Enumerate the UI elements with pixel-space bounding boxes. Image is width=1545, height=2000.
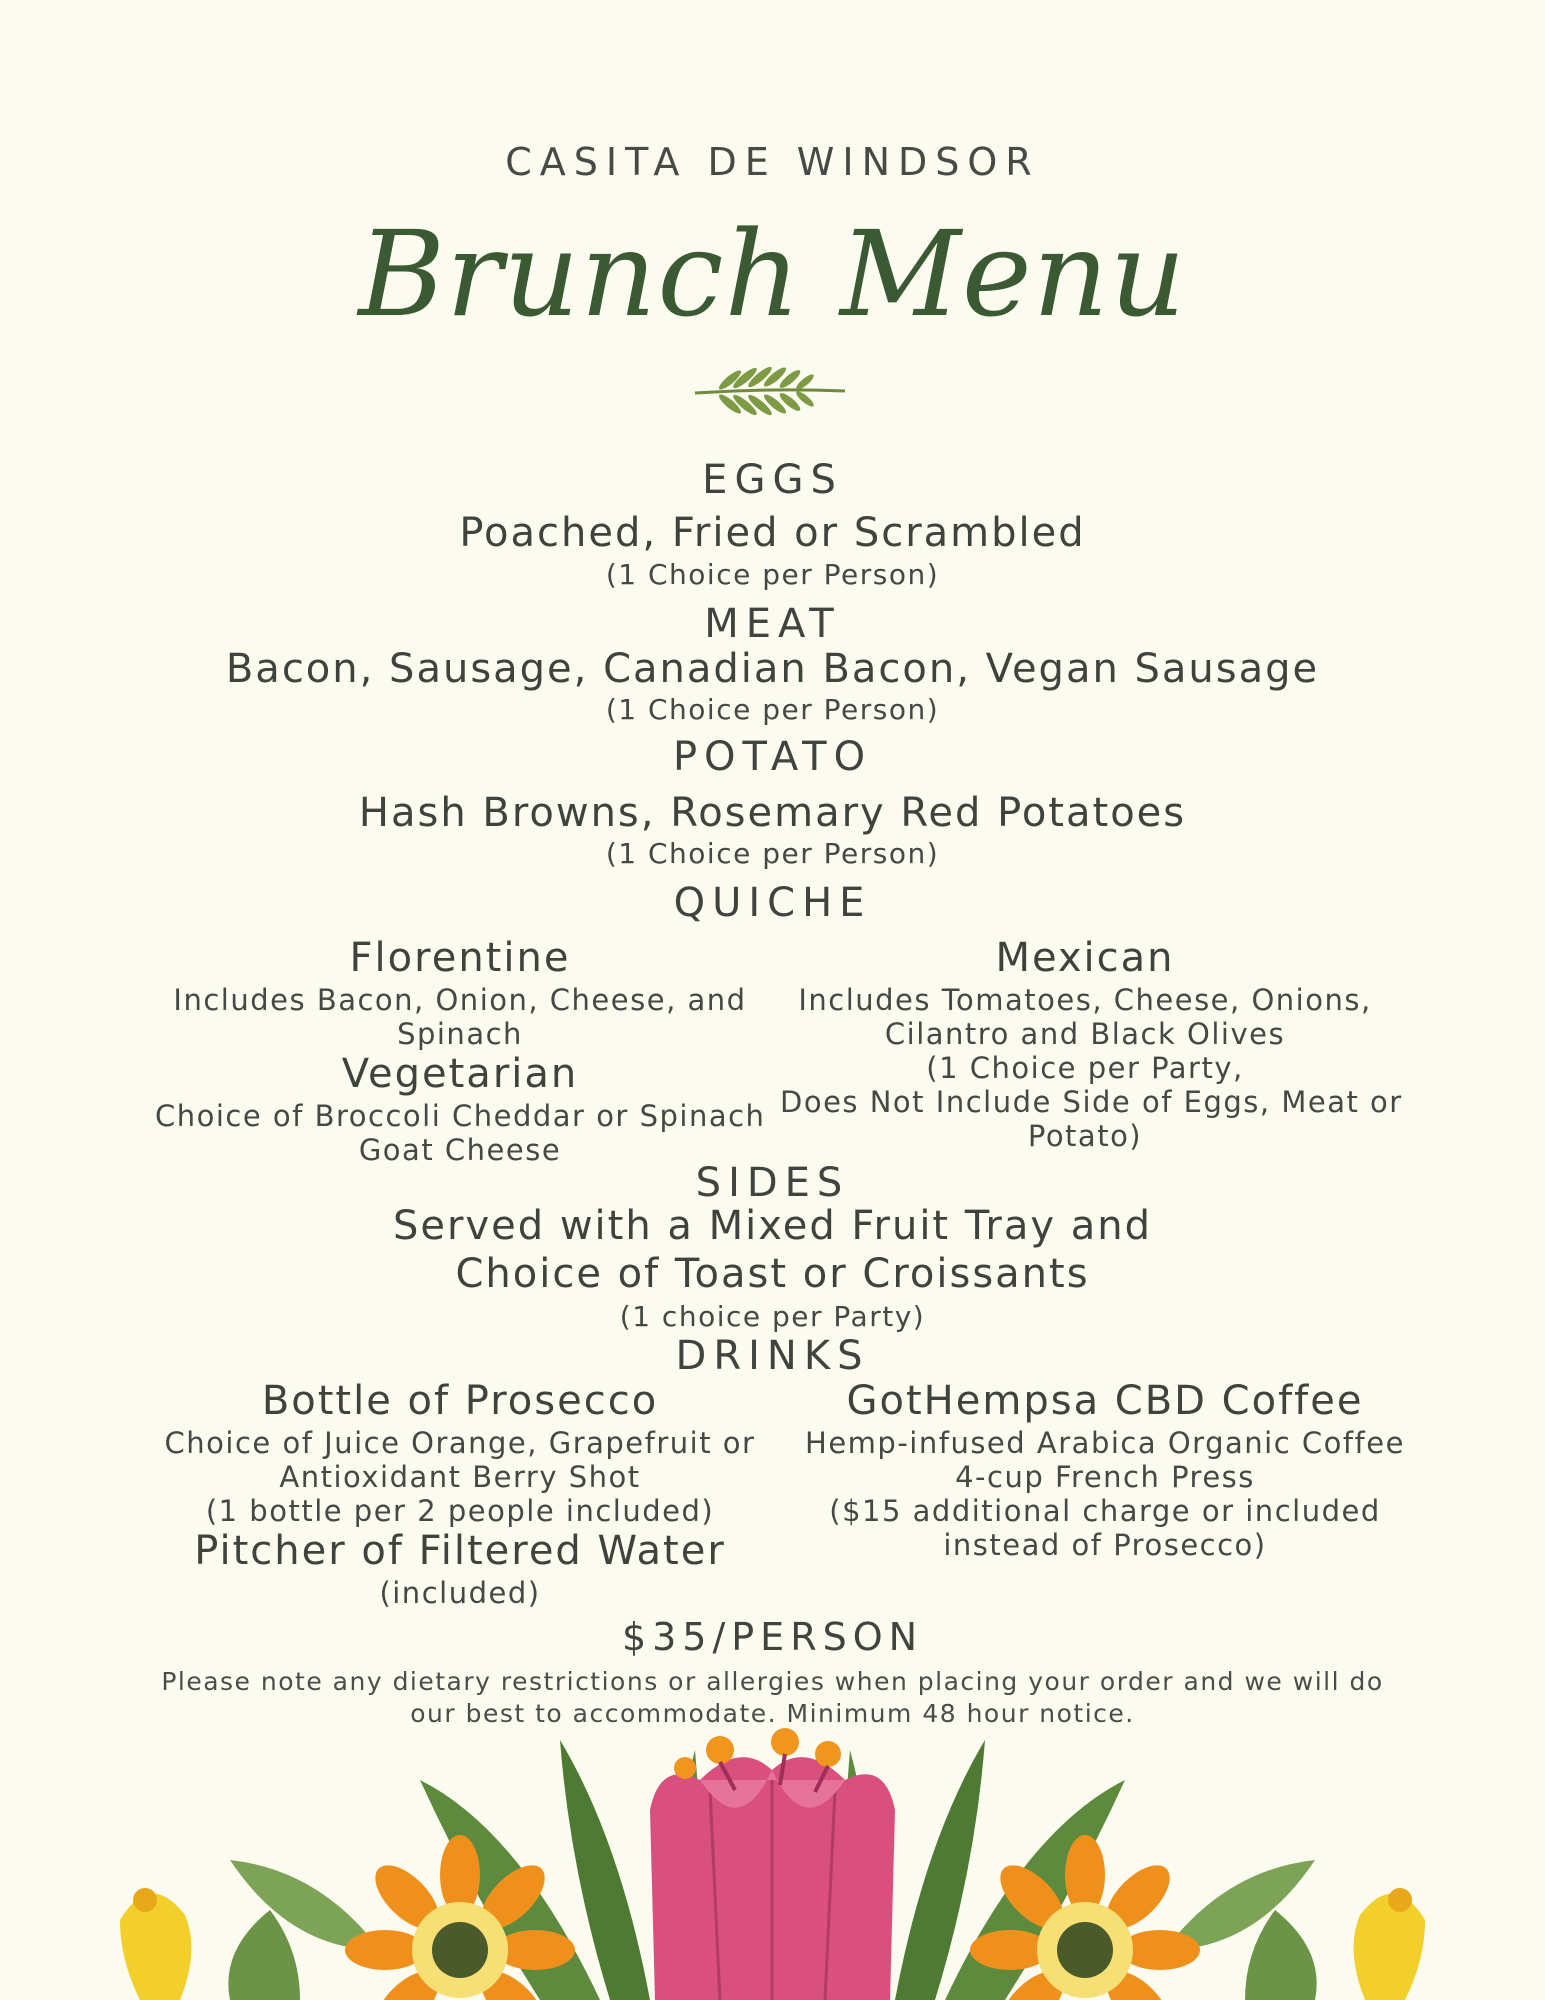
potato-item: Hash Browns, Rosemary Red Potatoes — [358, 790, 1187, 836]
sides-item-2: Choice of Toast or Croissants — [455, 1251, 1090, 1297]
mexican-note-2: Does Not Include Side of Eggs, Meat or — [780, 1085, 1403, 1119]
water-note: (included) — [379, 1576, 541, 1610]
potato-note: (1 Choice per Person) — [605, 837, 940, 870]
footer-note-1: Please note any dietary restrictions or allergies when placing your order and we will do — [161, 1667, 1384, 1696]
sides-note: (1 choice per Party) — [619, 1300, 926, 1333]
potato-heading: POTATO — [672, 734, 873, 780]
floral-border — [0, 1720, 1545, 2000]
vegetarian-desc-2: Goat Cheese — [358, 1133, 562, 1167]
fern-sprig-icon — [690, 358, 850, 428]
prosecco-line-1: Choice of Juice Orange, Grapefruit or — [164, 1426, 756, 1460]
footer-note-2: our best to accommodate. Minimum 48 hour notice. — [410, 1699, 1135, 1728]
prosecco-line-2: Antioxidant Berry Shot — [279, 1460, 641, 1494]
mexican-note-3: Potato) — [1027, 1119, 1143, 1153]
tulip-icon — [650, 1728, 895, 2000]
coffee-line-2: 4-cup French Press — [955, 1460, 1255, 1494]
florentine-name: Florentine — [349, 935, 571, 981]
meat-item: Bacon, Sausage, Canadian Bacon, Vegan Sausage — [225, 646, 1320, 692]
quiche-heading: QUICHE — [673, 880, 872, 926]
yellow-flower-icon-right — [1354, 1888, 1425, 2000]
mexican-name: Mexican — [995, 935, 1175, 981]
price: $35/PERSON — [621, 1615, 924, 1659]
water-name: Pitcher of Filtered Water — [194, 1528, 726, 1574]
quiche-right-column — [780, 935, 1403, 1153]
mexican-note-1: (1 Choice per Party, — [926, 1051, 1244, 1085]
vegetarian-desc-1: Choice of Broccoli Cheddar or Spinach — [155, 1099, 766, 1133]
drinks-heading: DRINKS — [675, 1333, 870, 1379]
florentine-desc-2: Spinach — [397, 1017, 523, 1051]
restaurant-name: CASITA DE WINDSOR — [505, 140, 1040, 184]
mexican-desc-2: Cilantro and Black Olives — [884, 1017, 1286, 1051]
eggs-note: (1 Choice per Person) — [605, 558, 940, 591]
menu-title: Brunch Menu — [358, 205, 1187, 343]
prosecco-name: Bottle of Prosecco — [261, 1378, 659, 1424]
quiche-left-column — [155, 935, 765, 1167]
meat-heading: MEAT — [704, 601, 841, 647]
drinks-right-column — [790, 1378, 1420, 1562]
yellow-flower-icon-left — [120, 1888, 191, 2000]
meat-note: (1 Choice per Person) — [605, 693, 940, 726]
vegetarian-name: Vegetarian — [341, 1051, 579, 1097]
mexican-desc-1: Includes Tomatoes, Cheese, Onions, — [798, 983, 1372, 1017]
prosecco-line-3: (1 bottle per 2 people included) — [205, 1494, 715, 1528]
coffee-name: GotHempsa CBD Coffee — [846, 1378, 1364, 1424]
drinks-left-column — [155, 1378, 765, 1610]
sides-item-1: Served with a Mixed Fruit Tray and — [393, 1203, 1152, 1249]
eggs-heading: EGGS — [702, 457, 843, 503]
florentine-desc-1: Includes Bacon, Onion, Cheese, and — [173, 983, 747, 1017]
sides-heading: SIDES — [695, 1160, 850, 1206]
eggs-item: Poached, Fried or Scrambled — [459, 510, 1086, 556]
coffee-line-4: instead of Prosecco) — [943, 1528, 1267, 1562]
coffee-line-3: ($15 additional charge or included — [829, 1494, 1381, 1528]
coffee-line-1: Hemp-infused Arabica Organic Coffee — [805, 1426, 1405, 1460]
